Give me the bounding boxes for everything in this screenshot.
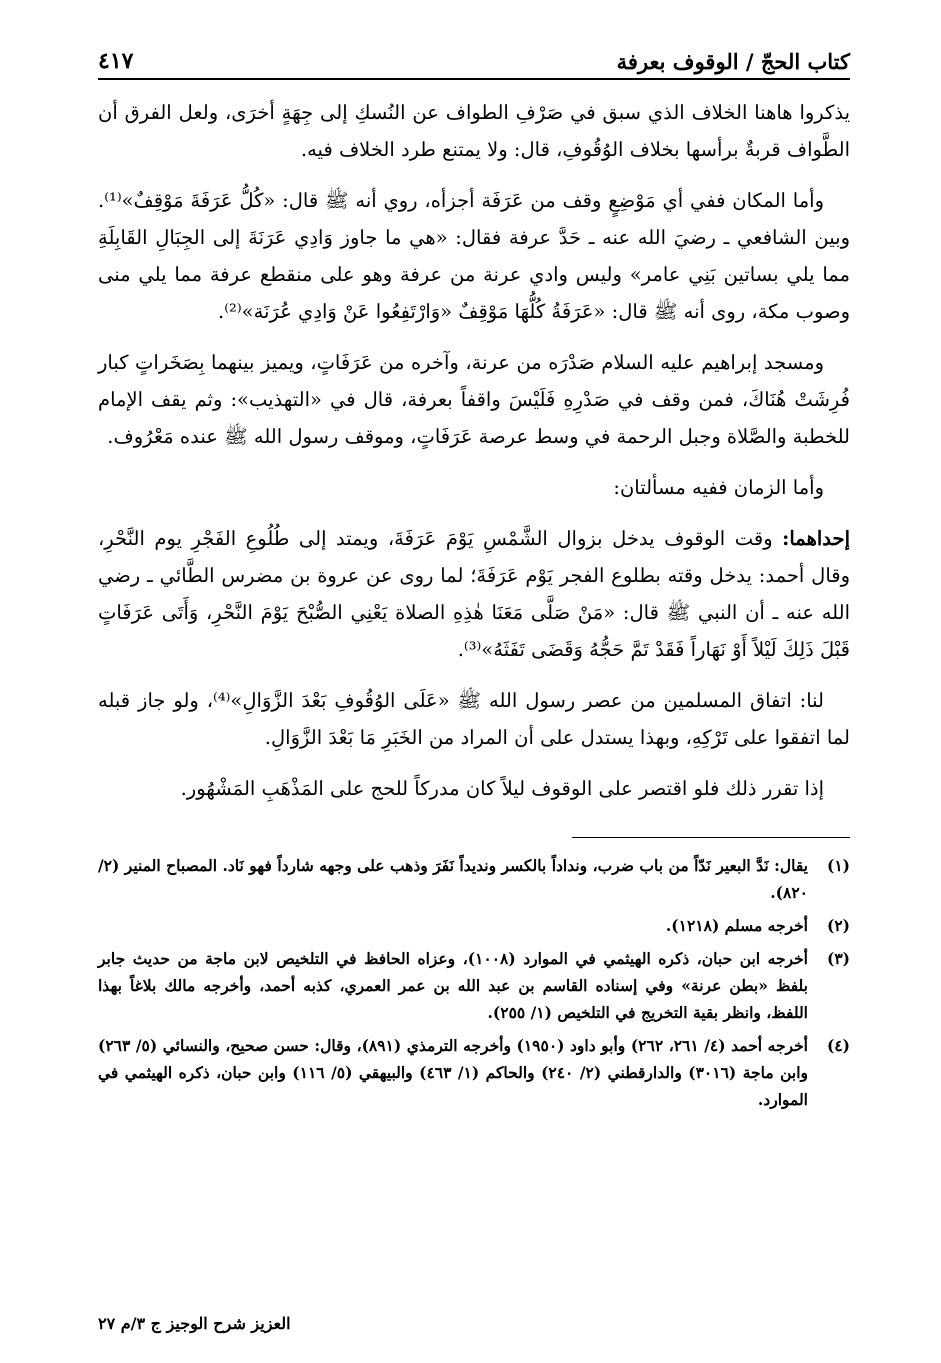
paragraph-text: إذا تقرر ذلك فلو اقتصر على الوقوف ليلاً كان مدركاً للحج على المَذْهَبِ المَشْهُور. xyxy=(180,777,824,800)
paragraph xyxy=(98,344,850,455)
document-page xyxy=(98,36,850,1119)
paragraph-lead: إحداهما: xyxy=(782,527,850,550)
footnote-text: أخرجه أحمد (٤/ ٢٦١، ٢٦٢) وأبو داود (١٩٥٠) وأخرجه الترمذي (٨٩١)، وقال: حسن صحيح، والنسائي (٥/ ٢٦٣) وابن ماجة (٣٠١٦) والدارقطني (٢/ ٢٤٠) والحاكم (١/ ٤٦٣) والبيهقي (٥/ ١١٦) وابن حبان، ذكره الهيثمي في الموارد. xyxy=(98,1036,809,1109)
footnote-number: (٤) xyxy=(826,1036,850,1055)
page-footer xyxy=(98,1314,850,1333)
footnote-number: (٣) xyxy=(826,949,850,968)
footnote-text: يقال: نَدَّ البعير نَدّاً من باب ضرب، ونداداً بالكسر ونديداً نَفَرَ وذهب على وجهه شارداً فهو نَاد. المصباح المنير (٢/ ٨٢٠). xyxy=(98,856,808,902)
footnote xyxy=(98,1032,850,1113)
footnote-rule xyxy=(572,837,850,838)
paragraph-text: وأما المكان ففي أي مَوْضِعٍ وقف من عَرَفَة أجزأه، روي أنه ﷺ قال: «كُلُّ عَرَفَةَ مَوْقِفٌ»⁽¹⁾. وبين الشافعي ـ رضيَ الله عنه ـ حَدَّ عرفة فقال: «هي ما جاوز وَادِي عَرَنَةَ إلى الجِبَالِ القَابِلَةِ مما يلي بساتين بَنِي عامر» وليس وادي عرنة من عرفة وهو على منقطع عرفة مما يلي منى وصوب مكة، روى أنه ﷺ قال: «عَرَفَةُ كُلُّهَا مَوْقِفٌ «وَارْتَفِعُوا عَنْ وَادِي عُرَنَة»⁽²⁾. xyxy=(98,189,850,323)
footnote xyxy=(98,945,850,1026)
footnote-number: (١) xyxy=(826,856,850,875)
paragraph-text: وقت الوقوف يدخل بزوال الشَّمْسِ يَوْمَ عَرَفَةَ، ويمتد إلى طُلُوعِ الفَجْرِ يوم النَّحْرِ، وقال أحمد: يدخل وقته بطلوع الفجر يَوْم عَرَفَةَ؛ لما روى عن عروة بن مضرس الطَّائي ـ رضي الله عنه ـ أن النبي ﷺ قال: «مَنْ صَلَّى مَعَنَا هٰذِهِ الصلاة يَعْنِي الصُّبْحَ يَوْمَ النَّحْرِ، وَأَتَى عَرَفَاتٍ قَبْلَ ذَلِكَ لَيْلاً أَوْ نَهَاراً فَقَدْ تَمَّ حَجُّهُ وَقَضَى تَفَثَهُ»⁽³⁾. xyxy=(98,527,850,661)
running-head xyxy=(98,36,850,74)
footnote-text: أخرجه مسلم (١٢١٨). xyxy=(665,916,808,935)
paragraph xyxy=(98,770,850,807)
paragraph xyxy=(98,520,850,668)
paragraph xyxy=(98,469,850,506)
paragraph xyxy=(98,182,850,330)
footnote-number: (٢) xyxy=(826,916,850,935)
footnote xyxy=(98,852,850,906)
paragraph xyxy=(98,682,850,756)
paragraph xyxy=(98,94,850,168)
paragraph-text: وأما الزمان ففيه مسألتان: xyxy=(613,476,824,499)
footnote-text: أخرجه ابن حبان، ذكره الهيثمي في الموارد (١٠٠٨)، وعزاه الحافظ في التلخيص لابن ماجة من حديث جابر بلفظ «بطن عرنة» وفي إسناده القاسم بن عبد الله بن عمر العمري، كذبه أحمد، وأخرجه مالك بلاغاً بهذا اللفظ، وانظر بقية التخريج في التلخيص (١/ ٢٥٥). xyxy=(98,949,808,1022)
header-rule xyxy=(98,78,850,80)
page-number: ٤١٧ xyxy=(98,48,134,74)
paragraph-text: لنا: اتفاق المسلمين من عصر رسول الله ﷺ «عَلَى الوُقُوفِ بَعْدَ الزَّوَالِ»⁽⁴⁾، ولو جاز قبله لما اتفقوا على تَرْكِهِ، وبهذا يستدل على أن المراد من الخَبَرِ مَا بَعْدَ الزَّوَالِ. xyxy=(98,689,850,749)
footnote xyxy=(98,912,850,939)
signature-mark: العزيز شرح الوجيز ج ٣/م ٢٧ xyxy=(98,1314,291,1333)
paragraph-text: ومسجد إبراهيم عليه السلام صَدْرَه من عرنة، وآخره من عَرَفَاتٍ، ويميز بينهما بِصَخَراتٍ كبار فُرِشَتْ هُنَاكَ، فمن وقف في صَدْرِهِ فَلَيْسَ واقفاً بعرفة، قال في «التهذيب»: وثم يقف الإمام للخطبة والصَّلاة وجبل الرحمة في وسط عرصة عَرَفَاتٍ، وموقف رسول الله ﷺ عنده مَعْرُوف. xyxy=(98,351,850,448)
running-title: كتاب الحجّ / الوقوف بعرفة xyxy=(616,49,850,74)
paragraph-text: يذكروا هاهنا الخلاف الذي سبق في صَرْفِ الطواف عن النُسكِ إلى جِهَةٍ أخرَى، ولعل الفرق أن الطَّواف قربةٌ برأسها بخلاف الوُقُوفِ، قال: ولا يمتنع طرد الخلاف فيه. xyxy=(98,101,850,161)
